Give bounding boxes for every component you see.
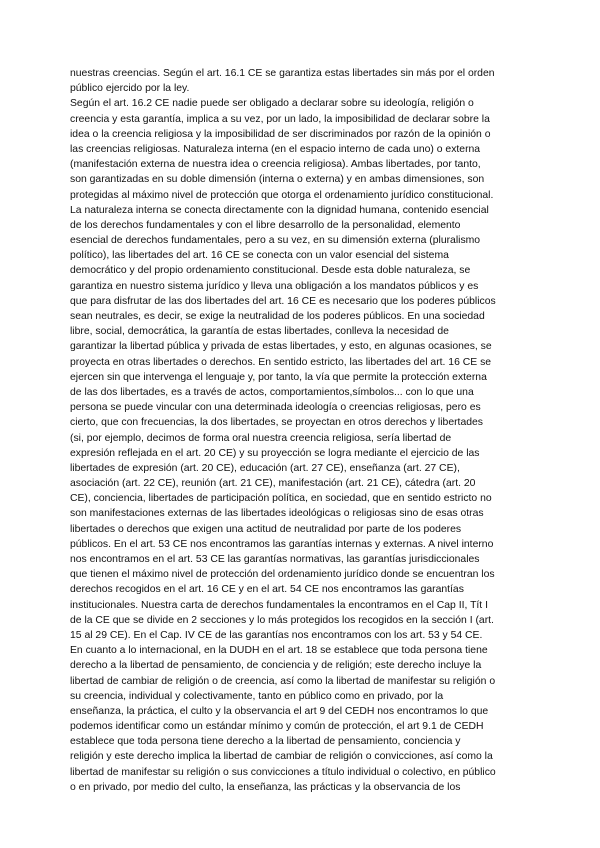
text-line: libertad de cambiar de religión o de creencia, así como la libertad de manifestar su religión o — [70, 675, 496, 687]
text-line: su creencia, individual y colectivamente, tanto en público como en privado, por la — [70, 690, 444, 702]
text-line: persona se puede vincular con una determinada ideología o creencias religiosas, pero es — [70, 402, 481, 414]
text-line: libertades o derechos que exigen una actitud de neutralidad por parte de los poderes — [70, 523, 462, 535]
text-line: nos encontramos en el art. 53 CE las garantías normativas, las garantías jurisdiccionales — [70, 554, 480, 565]
text-line: creencia y esta garantía, implica a su vez, por un lado, la imposibilidad de declarar sobre la — [70, 113, 490, 125]
text-line: público ejercido por la ley. — [70, 83, 190, 95]
text-line: de las dos libertades, es a través de actos, comportamientos,símbolos... con lo que una — [70, 386, 474, 398]
text-line: (manifestación externa de nuestra idea o creencia religiosa). Ambas libertades, por tanto, — [70, 159, 481, 171]
text-line: derechos recogidos en el art. 16 CE y en el art. 54 CE nos encontramos las garantías — [70, 584, 464, 596]
text-line: La naturaleza interna se conecta directamente con la dignidad humana, contenido esencial — [70, 204, 489, 216]
text-line: ejercen sin que intervenga el lenguaje y, por tanto, la vía que permite la protección externa — [70, 371, 487, 383]
text-line: podemos identificar como un estándar mínimo y común de protección, el art 9.1 de CEDH — [70, 721, 484, 733]
text-line: idea o la creencia religiosa y la imposibilidad de ser discriminados por razón de la opinión o — [70, 128, 491, 140]
text-line: que tienen el máximo nivel de protección del ordenamiento jurídico donde se encuentran los — [70, 569, 495, 581]
text-line: libertad de manifestar su religión o sus convicciones a título individual o colectivo, en público — [70, 766, 496, 778]
text-line: asociación (art. 22 CE), reunión (art. 21 CE), manifestación (art. 21 CE), cátedra (art. 20 — [70, 478, 476, 490]
text-line: 15 al 29 CE). En el Cap. IV CE de las garantías nos encontramos con los art. 53 y 54 CE. — [70, 629, 483, 641]
text-line: CE), conciencia, libertades de participación política, en sociedad, que en sentido estricto no — [70, 493, 492, 505]
text-line: sean neutrales, es decir, se exige la neutralidad de los poderes públicos. En una sociedad — [70, 311, 485, 322]
text-line: protegidas al máximo nivel de protección que otorga el ordenamiento jurídico constitucional. — [70, 189, 494, 201]
text-line: establece que toda persona tiene derecho a la libertad de pensamiento, conciencia y — [70, 736, 461, 748]
text-line: o en privado, por medio del culto, la enseñanza, las prácticas y la observancia de los — [70, 781, 461, 793]
text-line: esencial de derechos fundamentales, pero a su vez, en su dimensión externa (pluralismo — [70, 235, 481, 247]
text-line: públicos. En el art. 53 CE nos encontramos las garantías internas y externas. A nivel interno — [70, 538, 494, 550]
text-line: cierto, que con frecuencias, la dos libertades, se proyectan en otros derechos y libertades — [70, 417, 483, 429]
document-body — [70, 66, 535, 795]
text-line: que para disfrutar de las dos libertades del art. 16 CE es necesario que los poderes públicos — [70, 295, 496, 307]
text-line: de los derechos fundamentales y con el libre desarrollo de la personalidad, elemento — [70, 219, 461, 231]
text-line: son garantizadas en su doble dimensión (interna o externa) y en ambas dimensiones, son — [70, 174, 485, 186]
text-line: proyecta en otras libertades o derechos. En sentido estricto, las libertades del art. 16 CE se — [70, 356, 492, 368]
text-line: derecho a la libertad de pensamiento, de conciencia y de religión; este derecho incluye la — [70, 660, 482, 672]
text-line: nuestras creencias. Según el art. 16.1 CE se garantiza estas libertades sin más por el orden — [70, 68, 495, 79]
text-line: las creencias religiosas. Naturaleza interna (en el espacio interno de cada uno) o externa — [70, 143, 481, 155]
text-line: garantizar la libertad pública y privada de estas libertades, y esto, en algunas ocasiones, se — [70, 341, 492, 353]
text-line: libre, social, democrática, la garantía de estas libertades, conlleva la necesidad de — [70, 326, 449, 338]
text-line: expresión reflejada en el art. 20 CE) y su proyección se logra mediante el ejercicio de las — [70, 447, 480, 459]
text-line: En cuanto a lo internacional, en la DUDH en el art. 18 se establece que toda persona tiene — [70, 645, 488, 657]
text-line: institucionales. Nuestra carta de derechos fundamentales la encontramos en el Cap II, Tít I — [70, 599, 488, 611]
text-line: (si, por ejemplo, decimos de forma oral nuestra creencia religiosa, sería libertad de — [70, 432, 452, 444]
text-line: religión y este derecho implica la libertad de cambiar de religión o convicciones, así como la — [70, 751, 493, 763]
text-line: son manifestaciones externas de las libertades ideológicas o religiosas sino de esas otras — [70, 508, 484, 520]
text-line: político), las libertades del art. 16 CE se conecta con un valor esencial del sistema — [70, 250, 449, 262]
text-line: Según el art. 16.2 CE nadie puede ser obligado a declarar sobre su ideología, religión o — [70, 98, 474, 110]
text-line: libertades de expresión (art. 20 CE), educación (art. 27 CE), enseñanza (art. 27 CE), — [70, 462, 460, 474]
text-line: de la CE que se divide en 2 secciones y lo más protegidos los recogidos en la sección I (art. — [70, 614, 494, 626]
text-line: garantiza en nuestro sistema jurídico y lleva una obligación a los mandatos públicos y es — [70, 280, 479, 292]
text-line: democrático y del propio ordenamiento constitucional. Desde esta doble naturaleza, se — [70, 265, 471, 277]
text-line: enseñanza, la práctica, el culto y la observancia el art 9 del CEDH nos encontramos lo que — [70, 705, 489, 717]
